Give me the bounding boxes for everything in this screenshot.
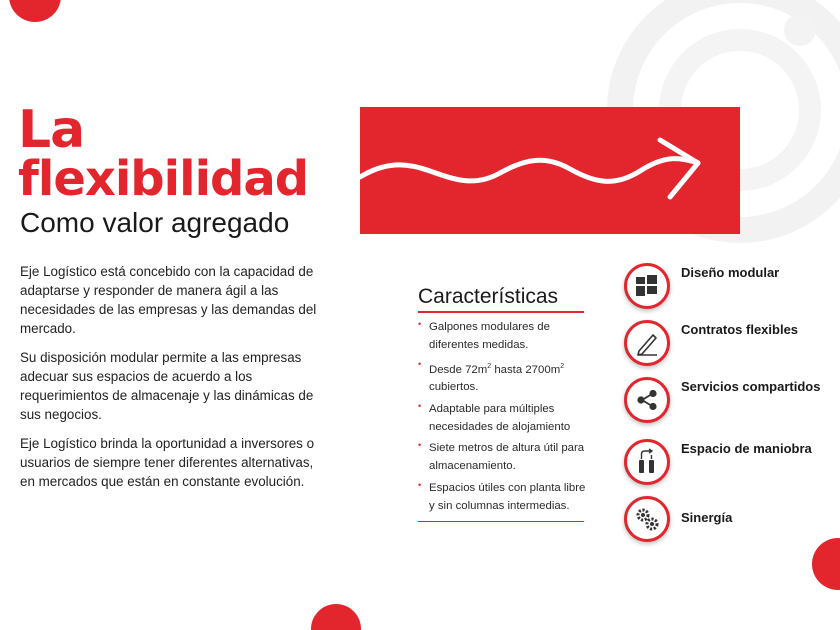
service-label: Sinergía	[681, 510, 733, 525]
service-diseno-modular	[624, 263, 824, 313]
share-icon	[624, 377, 670, 423]
decorative-circle-bottom-center	[311, 604, 361, 630]
features-list-item: • Galpones modulares de diferentes medidas.	[418, 318, 593, 354]
intro-paragraph-3: Eje Logístico brinda la oportunidad a inversores o usuarios de siempre tener diferentes alternativas, en mercados que están en constante evolución.	[20, 436, 315, 489]
page-subtitle: Como valor agregado	[20, 207, 290, 238]
features-list-item: • Adaptable para múltiples necesidades de alojamiento	[418, 400, 593, 436]
features-list-item: • Espacios útiles con planta libre y sin columnas intermedias.	[418, 479, 593, 515]
service-label: Contratos flexibles	[681, 322, 799, 337]
decorative-circle-top-left	[9, 0, 61, 22]
gears-icon	[624, 496, 670, 542]
service-label: Servicios compartidos	[681, 379, 821, 394]
page-title-line1: La	[18, 100, 85, 160]
features-list-item: • Siete metros de altura útil para almacenamiento.	[418, 439, 593, 475]
hero-banner	[360, 107, 740, 234]
service-sinergia	[624, 496, 824, 546]
service-espacio-de-maniobra	[624, 439, 824, 489]
modular-blocks-icon	[624, 263, 670, 309]
service-label: Diseño modular	[681, 265, 780, 280]
service-label: Espacio de maniobra	[681, 441, 812, 456]
wavy-arrow-icon	[360, 107, 740, 234]
page-title-line2: flexibilidad	[18, 151, 309, 207]
maneuver-icon	[624, 439, 670, 485]
service-contratos-flexibles	[624, 320, 824, 370]
features-list-item: • Desde $72m^2$ hasta $2700m^2$ cubiertos.	[418, 358, 593, 397]
intro-text	[20, 262, 320, 501]
service-servicios-compartidos	[624, 377, 824, 427]
features-title: Características	[418, 285, 559, 308]
pen-icon	[624, 320, 670, 366]
intro-paragraph-1: Eje Logístico está concebido con la capacidad de adaptarse y responder de manera ágil a las necesidades de las empresas y las demandas del mercado.	[20, 264, 317, 336]
intro-paragraph-2: Su disposición modular permite a las empresas adecuar sus espacios de acuerdo a los requerimientos de almacenaje y las dinámicas de sus negocios.	[20, 350, 314, 422]
features-divider-bottom	[418, 521, 584, 522]
features-list	[418, 318, 593, 518]
features-divider-top	[418, 311, 584, 313]
